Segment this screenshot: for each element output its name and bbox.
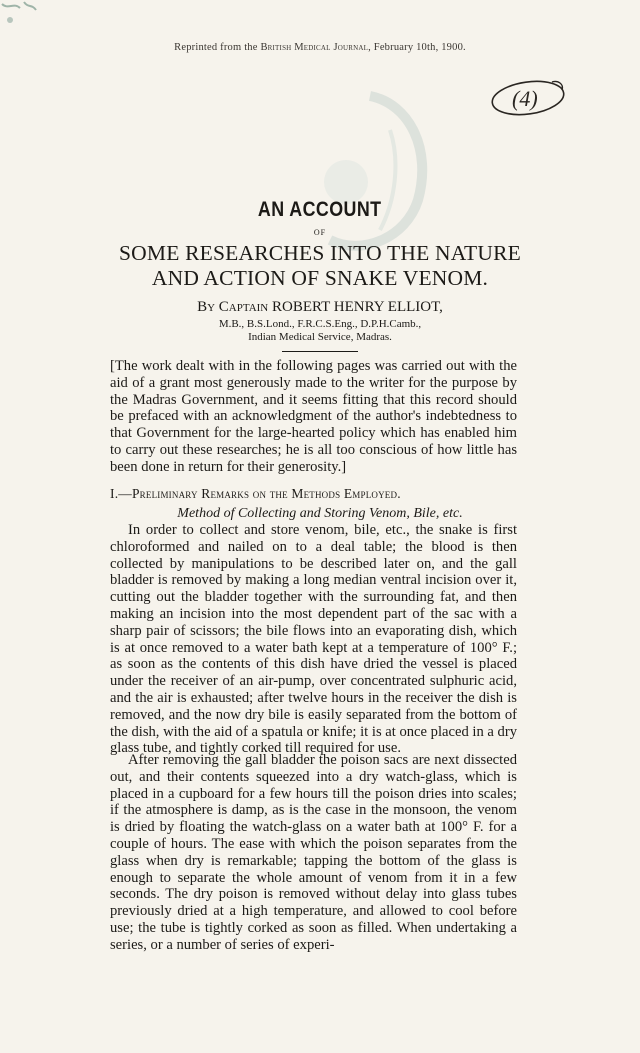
main-title	[0, 241, 640, 291]
author-service: Indian Medical Service, Madras.	[248, 331, 392, 343]
intro-text: [The work dealt with in the following pages was carried out with the aid of a grant most generously made to the writer for the purpose by the Madras Government, and it seems fitting that this record should be prefaced with an acknowledgment of the author's indebtedness to that Government for the large-hearted policy which has enabled him to carry out these researches; he is all too conscious of how little has been done in return for their generosity.]	[110, 358, 517, 475]
intro-paragraph	[110, 358, 517, 476]
author-line: By Captain ROBERT HENRY ELLIOT,	[197, 299, 443, 315]
paragraph-2-text: After removing the gall bladder the poison sacs are next dissected out, and their contents squeezed into a dry watch-glass, which is placed in a cupboard for a few hours till the poison dries into scales; if the atmosphere is damp, as is the case in the monsoon, the venom is dried by floating the watch-glass on a water bath at 100° F. for a couple of hours. The ease with which the poison separates from the glass when dry is remarkable; tapping the bottom of the glass is enough to separate the whole amount of venom from it in a few seconds. The dry poison is removed without delay into glass tubes previously dried at a high temperature, and allowed to cool before use; the tube is tightly corked as soon as filled. When undertaking a series, or a number of series of experi-	[110, 752, 517, 953]
title-account: AN ACCOUNT	[258, 198, 382, 221]
body-paragraph-1	[110, 522, 517, 757]
body-paragraph-2	[110, 752, 517, 954]
shelfmark-text: (4)	[512, 86, 538, 111]
title-block	[0, 198, 640, 352]
title-divider	[282, 351, 358, 352]
reprint-date: , February 10th, 1900.	[368, 42, 466, 53]
reprint-notice	[0, 42, 640, 53]
corner-stamp-mark	[0, 0, 48, 28]
section-heading: I.—Preliminary Remarks on the Methods Employed.	[110, 486, 401, 501]
reprint-prefix: Reprinted from the	[174, 42, 261, 53]
main-title-line2: AND ACTION OF SNAKE VENOM.	[151, 266, 489, 290]
author-degrees: M.B., B.S.Lond., F.R.C.S.Eng., D.P.H.Camb.,	[218, 318, 422, 330]
handwritten-shelfmark	[486, 74, 570, 120]
title-of: OF	[313, 228, 327, 237]
main-title-line1: SOME RESEARCHES INTO THE NATURE	[119, 241, 521, 265]
section-subheading: Method of Collecting and Storing Venom, Bile, etc.	[177, 506, 463, 521]
paragraph-1-text: In order to collect and store venom, bile, etc., the snake is first chloroformed and nailed on to a deal table; the blood is then collected by manipulations to be described later on, and the gall bladder is removed by making a long median ventral incision over it, cutting out the bladder together with the surrounding fat, and then making an incision into the most dependent part of the sac with a sharp pair of scissors; the bile flows into an evaporating dish, which is at once removed to a water bath kept at a temperature of 100° F.; as soon as the contents of this dish have dried the vessel is placed under the receiver of an air-pump, over concentrated sulphuric acid, and the air is exhausted; after twelve hours in the receiver the dish is removed, and the now dry bile is easily separated from the bottom of the dish, with the aid of a spatula or knife; it is at once placed in a dry glass tube, and tightly corked till required for use.	[110, 522, 517, 757]
journal-name: British Medical Journal	[260, 42, 369, 53]
